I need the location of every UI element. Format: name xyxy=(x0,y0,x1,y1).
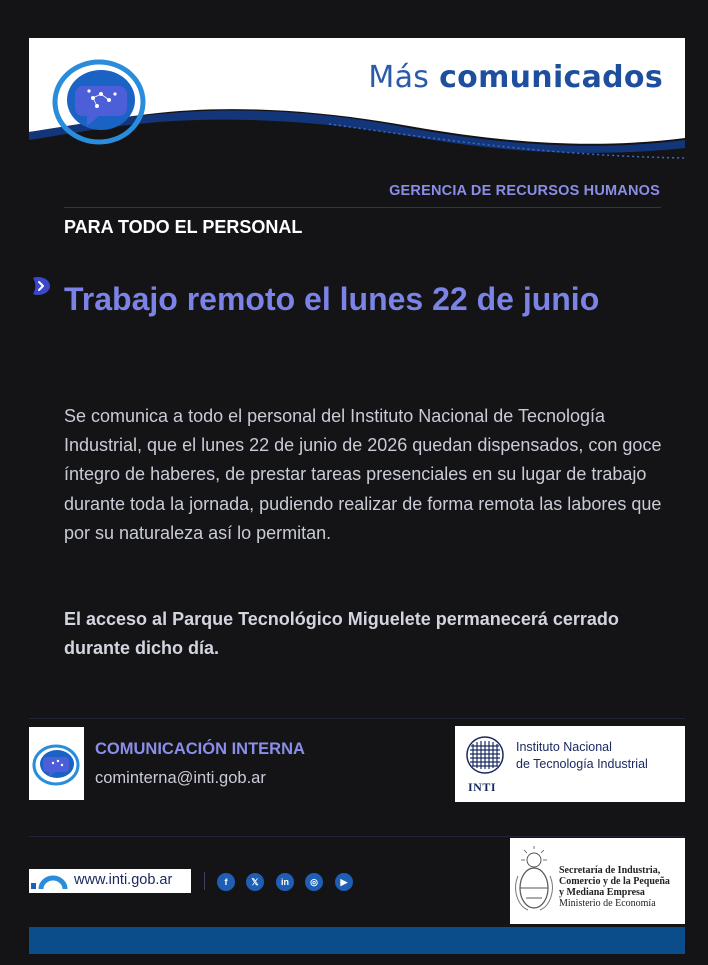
facebook-icon[interactable]: f xyxy=(217,873,235,891)
secretaria-line1: Secretaría de Industria, xyxy=(559,865,661,876)
contact-title: COMUNICACIÓN INTERNA xyxy=(95,740,305,758)
chat-bubble-icon xyxy=(49,58,149,151)
body-emphasis: El acceso al Parque Tecnológico Miguelete permanecerá cerrado durante dicho día. xyxy=(64,609,619,658)
inti-name-line2: de Tecnología Industrial xyxy=(516,757,648,771)
inti-name-line1: Instituto Nacional xyxy=(516,740,612,754)
instagram-icon[interactable]: ◎ xyxy=(305,873,323,891)
header-title-light: Más xyxy=(368,60,430,95)
divider xyxy=(204,872,205,890)
chat-bubble-icon xyxy=(29,727,84,800)
footer-bar xyxy=(29,927,685,954)
national-seal-icon xyxy=(514,846,554,916)
header-title-bold: comunicados xyxy=(439,60,663,95)
headline: Trabajo remoto el lunes 22 de junio xyxy=(64,281,600,317)
inti-abbr: INTI xyxy=(468,780,497,794)
divider xyxy=(29,836,685,837)
website-link[interactable] xyxy=(29,869,191,893)
website-url: www.inti.gob.ar xyxy=(74,872,173,888)
header-banner xyxy=(29,38,685,168)
contact-email-link[interactable]: cominterna@inti.gob.ar xyxy=(95,769,266,787)
secretaria-name xyxy=(559,865,670,909)
divider xyxy=(64,207,661,208)
x-icon[interactable]: 𝕏 xyxy=(246,873,264,891)
inti-arc-icon xyxy=(29,869,69,893)
body-paragraph: Se comunica a todo el personal del Instituto Nacional de Tecnología Industrial, que el lunes 22 de junio de 2026 quedan dispensados, con goce íntegro de haberes, de prestar tareas presenciales en su lugar de trabajo durante toda la jornada, pudiendo realizar de forma remota las labores que por su naturaleza así lo permitan. xyxy=(64,406,662,543)
audience-label: PARA TODO EL PERSONAL xyxy=(64,217,303,237)
secretaria-line4: Ministerio de Economía xyxy=(559,898,656,909)
divider xyxy=(29,718,685,719)
secretaria-line2: Comercio y de la Pequeña xyxy=(559,876,670,887)
linkedin-icon[interactable]: in xyxy=(276,873,294,891)
chevron-right-icon xyxy=(30,275,52,297)
header-title xyxy=(368,60,663,95)
secretaria-line3: y Mediana Empresa xyxy=(559,887,645,898)
comunicacion-interna-logo xyxy=(29,727,84,800)
inti-logo xyxy=(455,726,685,802)
secretaria-logo xyxy=(510,838,685,924)
youtube-icon[interactable]: ▶ xyxy=(335,873,353,891)
department-label: GERENCIA DE RECURSOS HUMANOS xyxy=(389,183,660,199)
inti-name xyxy=(516,739,648,773)
inti-grid-icon xyxy=(463,734,513,782)
